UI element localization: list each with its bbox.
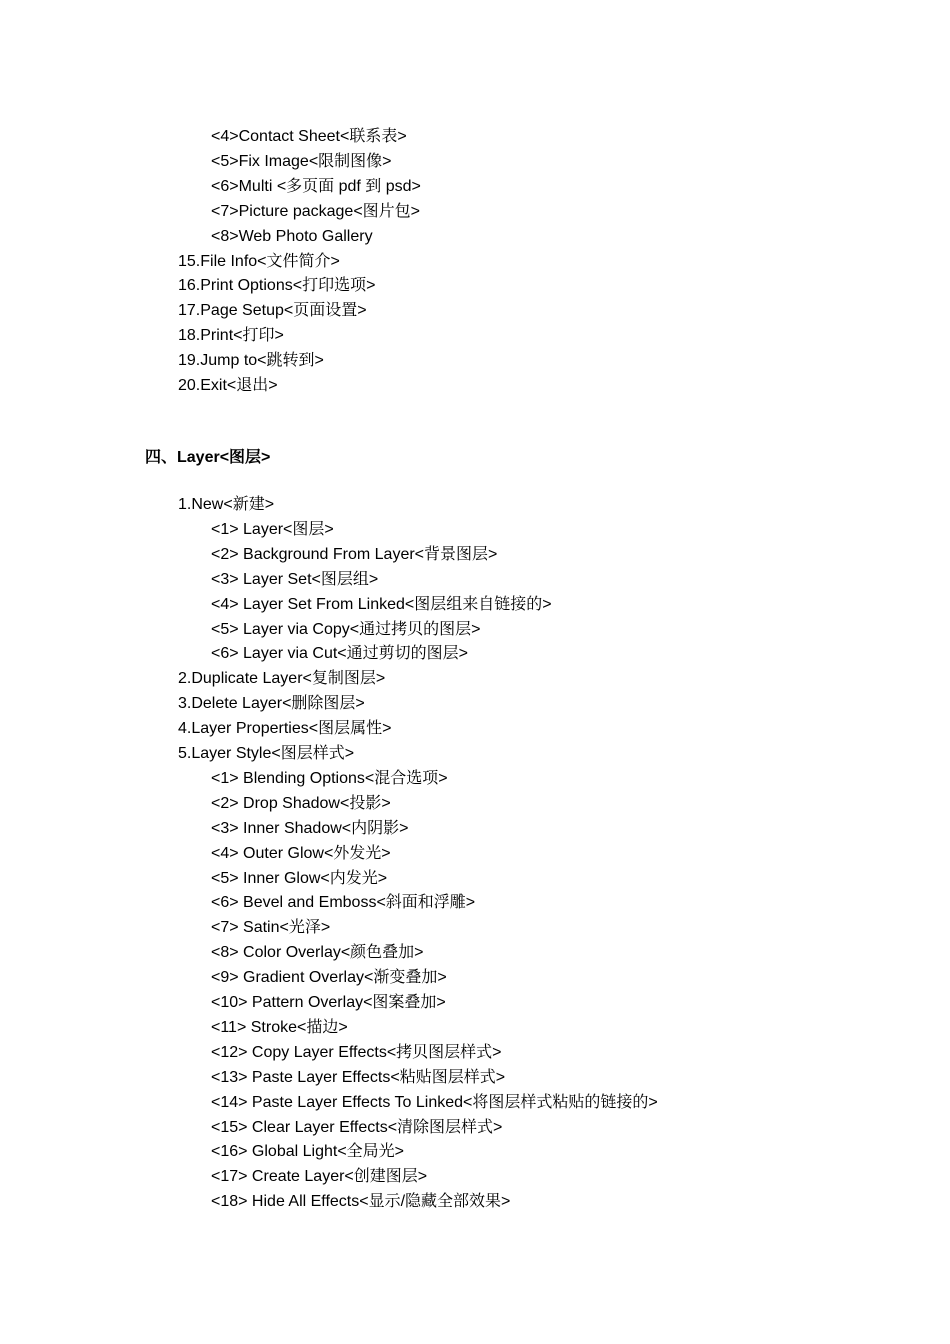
sub-list-item: <1> Layer<图层>: [211, 520, 334, 538]
sub-list-item: <10> Pattern Overlay<图案叠加>: [211, 994, 446, 1011]
sub-list-item: <4> Layer Set From Linked<图层组来自链接的>: [211, 595, 552, 613]
sub-list-item: <15> Clear Layer Effects<清除图层样式>: [211, 1118, 503, 1136]
list-item: 4.Layer Properties<图层属性>: [178, 720, 392, 738]
list-item: 2.Duplicate Layer<复制图层>: [178, 670, 386, 688]
list-item: 15.File Info<文件简介>: [178, 252, 340, 270]
sub-list-item: <18> Hide All Effects<显示/隐藏全部效果>: [211, 1193, 511, 1211]
sub-list-item: <4> Outer Glow<外发光>: [211, 844, 391, 862]
sub-list-item: <4>Contact Sheet<联系表>: [211, 128, 407, 145]
sub-list-item: <14> Paste Layer Effects To Linked<将图层样式粘贴的链接的>: [211, 1093, 658, 1111]
sub-list-item: <9> Gradient Overlay<渐变叠加>: [211, 969, 447, 987]
list-item: 1.New<新建>: [178, 496, 275, 513]
list-item: 19.Jump to<跳转到>: [178, 352, 324, 370]
sub-list-item: <6> Bevel and Emboss<斜面和浮雕>: [211, 894, 476, 912]
sub-list-item: <13> Paste Layer Effects<粘贴图层样式>: [211, 1068, 506, 1086]
sub-list-item: <7>Picture package<图片包>: [211, 202, 421, 220]
list-item: 18.Print<打印>: [178, 327, 284, 345]
section-heading-layer: 四、Layer<图层>: [145, 449, 271, 466]
sub-list-item: <17> Create Layer<创建图层>: [211, 1168, 428, 1186]
sub-list-item: <7> Satin<光泽>: [211, 919, 331, 937]
sub-list-item: <5>Fix Image<限制图像>: [211, 152, 392, 170]
sub-list-item: <3> Layer Set<图层组>: [211, 570, 379, 588]
sub-list-item: <5> Layer via Copy<通过拷贝的图层>: [211, 620, 481, 638]
list-item: 17.Page Setup<页面设置>: [178, 302, 367, 320]
sub-list-item: <8>Web Photo Gallery: [211, 227, 373, 245]
sub-list-item: <3> Inner Shadow<内阴影>: [211, 819, 409, 837]
sub-list-item: <5> Inner Glow<内发光>: [211, 869, 388, 887]
sub-list-item: <2> Drop Shadow<投影>: [211, 794, 391, 812]
sub-list-item: <6> Layer via Cut<通过剪切的图层>: [211, 645, 468, 663]
list-item: 5.Layer Style<图层样式>: [178, 745, 355, 762]
sub-list-item: <11> Stroke<描边>: [211, 1018, 348, 1036]
sub-list-item: <12> Copy Layer Effects<拷贝图层样式>: [211, 1043, 502, 1061]
list-item: 16.Print Options<打印选项>: [178, 277, 376, 295]
sub-list-item: <8> Color Overlay<颜色叠加>: [211, 944, 424, 962]
list-item: 20.Exit<退出>: [178, 377, 278, 394]
sub-list-item: <16> Global Light<全局光>: [211, 1143, 405, 1161]
sub-list-item: <6>Multi <多页面 pdf 到 psd>: [211, 177, 421, 195]
sub-list-item: <1> Blending Options<混合选项>: [211, 769, 448, 787]
sub-list-item: <2> Background From Layer<背景图层>: [211, 545, 498, 563]
list-item: 3.Delete Layer<删除图层>: [178, 695, 365, 713]
